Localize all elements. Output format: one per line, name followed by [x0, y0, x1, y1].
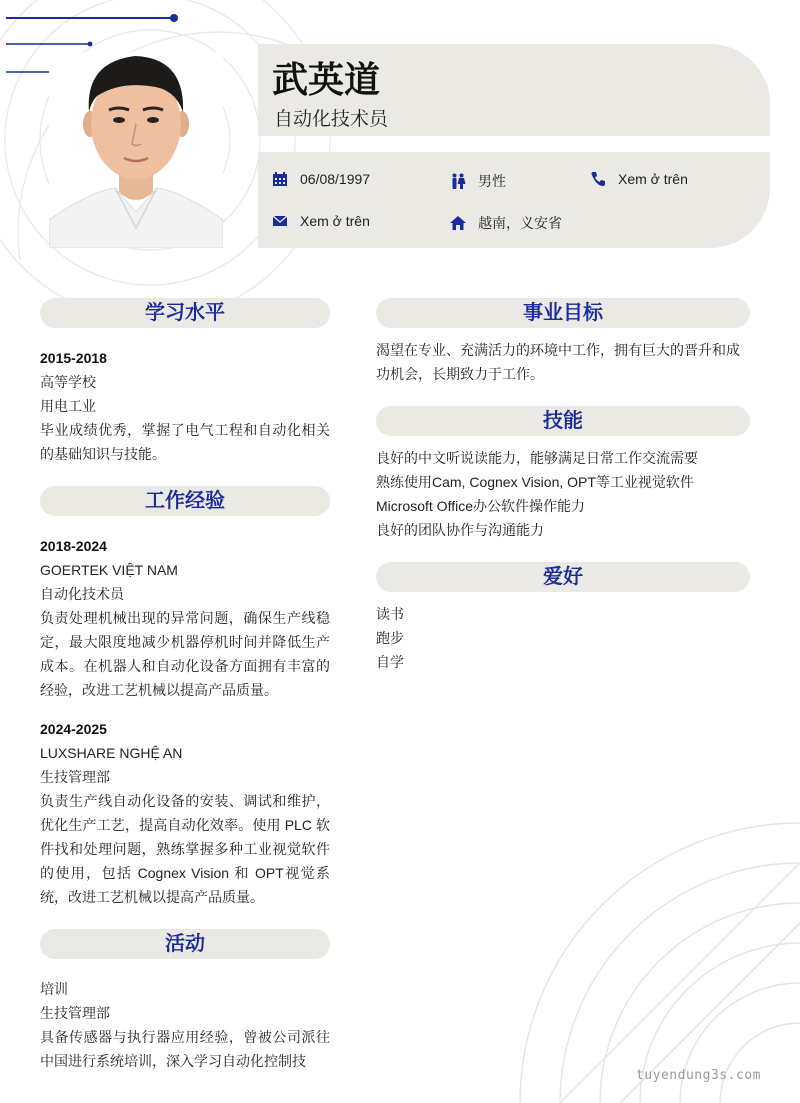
- email-value: Xem ở trên: [300, 213, 370, 229]
- job-company: LUXSHARE NGHỆ AN: [40, 745, 183, 761]
- work-heading: 工作经验: [40, 486, 330, 516]
- address-item: [450, 213, 562, 233]
- skill-item: 熟练使用Cam, Cognex Vision, OPT等工业视觉软件: [376, 474, 694, 490]
- hobby-item: 读书: [376, 606, 404, 622]
- skill-item: 良好的中文听说读能力，能够满足日常工作交流需要: [376, 450, 698, 466]
- activity-org: 生技管理部: [40, 1005, 110, 1021]
- gender-value: 男性: [478, 173, 506, 189]
- skill-item: Microsoft Office办公软件操作能力: [376, 498, 585, 514]
- email-item: [272, 213, 370, 229]
- education-heading: 学习水平: [40, 298, 330, 328]
- hobby-item: 跑步: [376, 630, 404, 646]
- education-period: 2015-2018: [40, 350, 107, 366]
- phone-value: Xem ở trên: [618, 171, 688, 187]
- contact-card: [258, 152, 770, 248]
- full-name: 武英道: [272, 59, 381, 100]
- activities-heading: 活动: [40, 929, 330, 959]
- job-company: GOERTEK VIỆT NAM: [40, 562, 178, 578]
- job-title: 自动化技术员: [274, 109, 389, 130]
- birthday-item: [272, 171, 370, 187]
- hobbies-heading: 爱好: [376, 562, 750, 592]
- hobby-item: 自学: [376, 654, 404, 670]
- envelope-icon: [272, 213, 288, 229]
- gender-item: [450, 171, 506, 191]
- watermark: tuyendung3s.com: [636, 1068, 761, 1083]
- people-icon: [450, 173, 466, 189]
- education-description: 毕业成绩优秀，掌握了电气工程和自动化相关的基础知识与技能。: [40, 422, 330, 462]
- phone-icon: [590, 171, 606, 187]
- home-icon: [450, 215, 466, 231]
- job-position: 自动化技术员: [40, 586, 124, 602]
- profile-photo: [49, 52, 223, 248]
- activity-title: 培训: [40, 981, 68, 997]
- calendar-icon: [272, 171, 288, 187]
- job-period: 2018-2024: [40, 538, 107, 554]
- job-description: 负责处理机械出现的异常问题，确保生产线稳定，最大限度地减少机器停机时间并降低生产成本。在机器人和自动化设备方面拥有丰富的经验，改进工艺机械以提高产品质量。: [40, 610, 330, 698]
- objective-text: 渴望在专业、充满活力的环境中工作，拥有巨大的晋升和成功机会，长期致力于工作。: [376, 342, 740, 382]
- skills-heading: 技能: [376, 406, 750, 436]
- activity-description: 具备传感器与执行器应用经验，曾被公司派往中国进行系统培训，深入学习自动化控制技: [40, 1029, 330, 1069]
- birthday-value: 06/08/1997: [300, 171, 371, 187]
- education-major: 用电工业: [40, 398, 96, 414]
- address-value: 越南，义安省: [478, 215, 562, 231]
- phone-item: [590, 171, 688, 187]
- objective-heading: 事业目标: [376, 298, 750, 328]
- job-period: 2024-2025: [40, 721, 107, 737]
- job-description: 负责生产线自动化设备的安装、调试和维护，优化生产工艺，提高自动化效率。使用 PLC 软件找和处理问题，熟练掌握多种工业视觉软件的使用，包括 Cognex Vision 和 OPT视觉系统，改进工艺机械以提高产品质量。: [40, 793, 330, 905]
- education-school: 高等学校: [40, 374, 96, 390]
- skill-item: 良好的团队协作与沟通能力: [376, 522, 544, 538]
- name-card: [258, 44, 770, 136]
- job-position: 生技管理部: [40, 769, 110, 785]
